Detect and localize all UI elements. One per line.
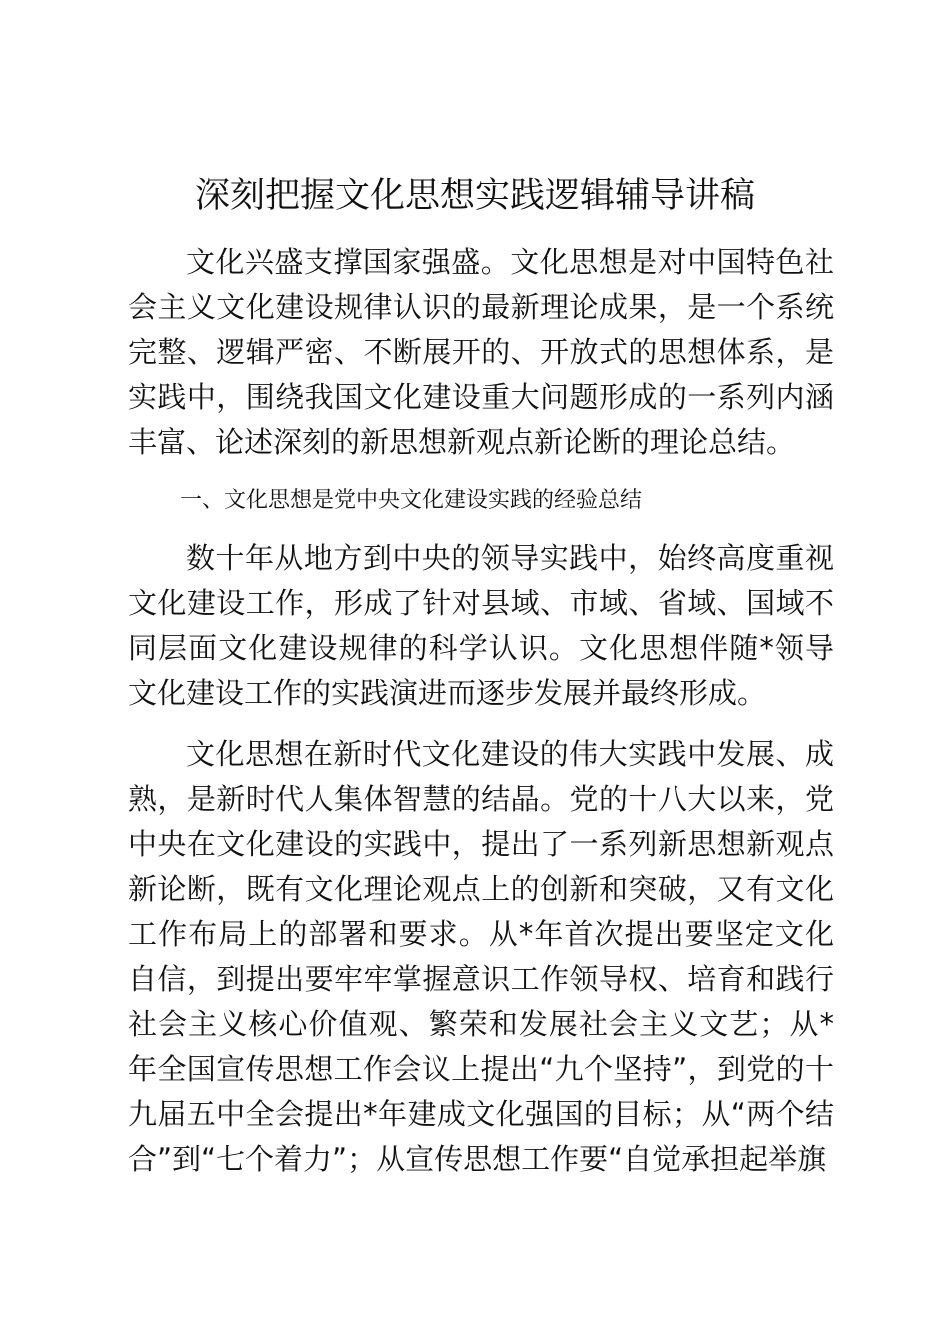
paragraph-practice: 数十年从地方到中央的领导实践中，始终高度重视文化建设工作，形成了针对县域、市域、省域、国域不同层面文化建设规律的科学认识。文化思想伴随*领导文化建设工作的实践演进而逐步发展并最终形成。 [128, 541, 834, 710]
section-heading-1: 一、文化思想是党中央文化建设实践的经验总结 [180, 488, 643, 513]
document-title: 深刻把握文化思想实践逻辑辅导讲稿 [194, 176, 755, 216]
paragraph-new-era: 文化思想在新时代文化建设的伟大实践中发展、成熟，是新时代人集体智慧的结晶。党的十八大以来，党中央在文化建设的实践中，提出了一系列新思想新观点新论断，既有文化理论观点上的创新和突破，又有文化工作布局上的部署和要求。从*年首次提出要坚定文化自信，到提出要牢牢掌握意识工作领导权、培育和践行社会主义核心价值观、繁荣和发展社会主义文艺；从*年全国宣传思想工作会议上提出“九个坚持”，到党的十九届五中全会提出*年建成文化强国的目标；从“两个结合”到“七个着力”；从宣传思想工作要“自觉承担起举旗 [128, 737, 834, 1176]
paragraph-intro: 文化兴盛支撑国家强盛。文化思想是对中国特色社会主义文化建设规律认识的最新理论成果，是一个系统完整、逻辑严密、不断展开的、开放式的思想体系，是实践中，围绕我国文化建设重大问题形成的一系列内涵丰富、论述深刻的新思想新观点新论断的理论总结。 [128, 245, 834, 459]
